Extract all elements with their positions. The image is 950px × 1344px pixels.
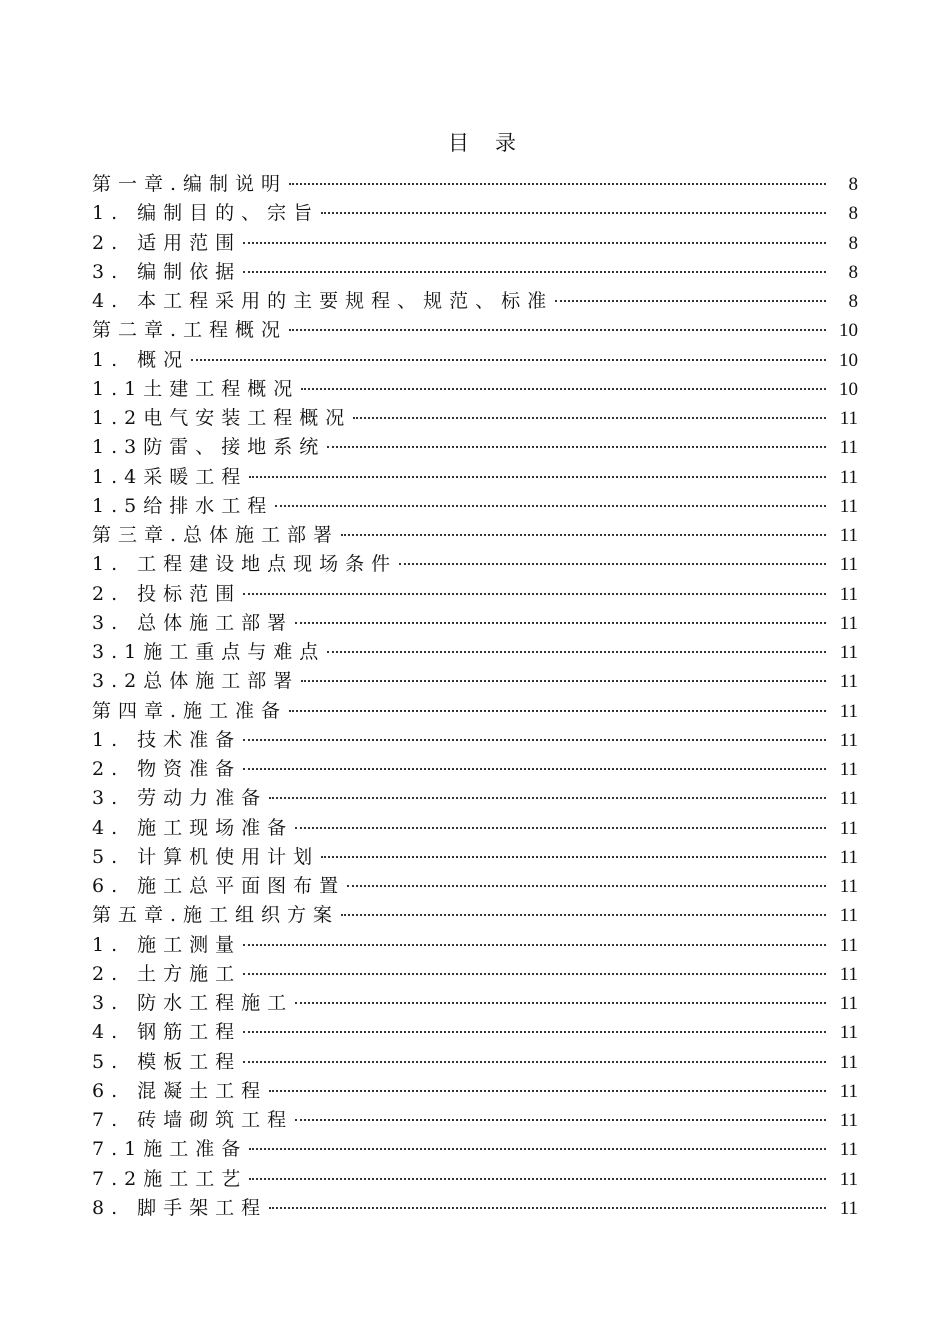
toc-entry-label: 第二章.工程概况 bbox=[92, 319, 288, 342]
toc-entry-label: 2. 投标范围 bbox=[92, 582, 242, 605]
toc-entry-label: 5. 计算机使用计划 bbox=[92, 845, 320, 868]
toc-entry[interactable] bbox=[92, 229, 858, 258]
toc-entry-label: 1. 编制目的、宗旨 bbox=[92, 202, 320, 225]
toc-entry-page-number: 11 bbox=[839, 525, 858, 546]
toc-dot-leader bbox=[243, 973, 826, 975]
toc-entry[interactable] bbox=[92, 550, 858, 579]
toc-entry[interactable] bbox=[92, 1106, 858, 1135]
toc-dot-leader bbox=[399, 563, 826, 565]
toc-entry-label: 1.5给排水工程 bbox=[92, 494, 274, 517]
toc-entry-label: 第一章.编制说明 bbox=[92, 173, 288, 195]
toc-entry-page-number: 11 bbox=[839, 1139, 858, 1161]
toc-entry-page-number: 11 bbox=[839, 671, 858, 693]
toc-entry-label: 4. 钢筋工程 bbox=[92, 1021, 242, 1044]
toc-entry-label: 3. 劳动力准备 bbox=[92, 787, 268, 810]
toc-entry-label: 3. 防水工程施工 bbox=[92, 992, 294, 1014]
toc-entry[interactable] bbox=[92, 316, 858, 345]
toc-entry[interactable] bbox=[92, 170, 858, 199]
toc-dot-leader bbox=[301, 680, 826, 682]
toc-dot-leader bbox=[269, 1090, 826, 1092]
toc-entry-label: 3.2总体施工部署 bbox=[92, 670, 300, 693]
toc-dot-leader bbox=[243, 1061, 826, 1063]
toc-entry-page-number: 11 bbox=[839, 1110, 858, 1131]
toc-entry-page-number: 11 bbox=[839, 788, 858, 810]
toc-entry[interactable] bbox=[92, 755, 858, 784]
toc-entry-label: 第三章.总体施工部署 bbox=[92, 524, 340, 546]
toc-entry-label: 2. 适用范围 bbox=[92, 231, 242, 254]
toc-dot-leader bbox=[243, 242, 826, 244]
toc-entry[interactable] bbox=[92, 638, 858, 667]
toc-entry-page-number: 11 bbox=[839, 846, 858, 868]
toc-entry-page-number: 11 bbox=[839, 466, 858, 488]
toc-entry-label: 第五章.施工组织方案 bbox=[92, 904, 340, 927]
toc-entry-label: 6. 施工总平面图布置 bbox=[92, 875, 346, 897]
toc-entry[interactable] bbox=[92, 697, 858, 726]
toc-entry-label: 1.2电气安装工程概况 bbox=[92, 407, 352, 429]
toc-dot-leader bbox=[555, 300, 826, 302]
toc-entry-page-number: 11 bbox=[839, 1080, 858, 1102]
toc-dot-leader bbox=[347, 885, 826, 887]
toc-entry[interactable] bbox=[92, 872, 858, 901]
toc-dot-leader bbox=[353, 417, 826, 419]
toc-list bbox=[92, 170, 858, 1223]
toc-dot-leader bbox=[321, 212, 826, 214]
toc-entry-page-number: 10 bbox=[839, 349, 858, 371]
toc-entry-label: 5. 模板工程 bbox=[92, 1050, 242, 1073]
toc-dot-leader bbox=[269, 1207, 826, 1209]
toc-dot-leader bbox=[243, 1031, 826, 1033]
toc-dot-leader bbox=[249, 1178, 826, 1180]
toc-entry[interactable] bbox=[92, 1018, 858, 1047]
toc-dot-leader bbox=[243, 271, 826, 273]
toc-entry-page-number: 11 bbox=[839, 437, 858, 459]
toc-entry-label: 6. 混凝土工程 bbox=[92, 1079, 268, 1102]
toc-dot-leader bbox=[301, 388, 826, 390]
toc-entry[interactable] bbox=[92, 1048, 858, 1077]
toc-entry-label: 1. 技术准备 bbox=[92, 728, 242, 751]
toc-entry[interactable] bbox=[92, 287, 858, 316]
toc-dot-leader bbox=[289, 710, 826, 712]
toc-entry[interactable] bbox=[92, 580, 858, 609]
toc-entry-page-number: 11 bbox=[839, 729, 858, 751]
toc-entry-page-number: 11 bbox=[839, 1168, 858, 1190]
toc-dot-leader bbox=[295, 622, 826, 624]
toc-entry-page-number: 10 bbox=[839, 320, 858, 342]
toc-entry-page-number: 11 bbox=[839, 905, 858, 927]
toc-entry[interactable] bbox=[92, 784, 858, 813]
toc-entry-label: 3. 总体施工部署 bbox=[92, 611, 294, 634]
toc-entry[interactable] bbox=[92, 726, 858, 755]
toc-dot-leader bbox=[249, 476, 826, 478]
toc-entry[interactable] bbox=[92, 814, 858, 843]
toc-entry-page-number: 11 bbox=[839, 817, 858, 839]
toc-entry-page-number: 10 bbox=[839, 378, 858, 400]
toc-dot-leader bbox=[295, 1002, 826, 1004]
toc-dot-leader bbox=[321, 856, 826, 858]
toc-entry-label: 4. 本工程采用的主要规程、规范、标准 bbox=[92, 290, 554, 312]
toc-entry-label: 7. 砖墙砌筑工程 bbox=[92, 1109, 294, 1131]
toc-dot-leader bbox=[341, 534, 826, 536]
toc-entry-page-number: 11 bbox=[839, 642, 858, 663]
toc-entry[interactable] bbox=[92, 1165, 858, 1194]
toc-entry-label: 7.2施工工艺 bbox=[92, 1167, 248, 1190]
toc-entry[interactable] bbox=[92, 609, 858, 638]
toc-entry-page-number: 11 bbox=[839, 583, 858, 605]
toc-entry-label: 第四章.施工准备 bbox=[92, 699, 288, 722]
toc-dot-leader bbox=[249, 1148, 826, 1150]
toc-entry-page-number: 8 bbox=[848, 174, 858, 195]
toc-dot-leader bbox=[243, 739, 826, 741]
toc-entry-label: 1.3防雷、接地系统 bbox=[92, 436, 326, 459]
toc-dot-leader bbox=[275, 505, 826, 507]
toc-entry-page-number: 8 bbox=[848, 261, 858, 283]
toc-entry-label: 1.4采暖工程 bbox=[92, 465, 248, 488]
toc-title: 目录 bbox=[448, 131, 542, 155]
toc-entry[interactable] bbox=[92, 989, 858, 1018]
toc-entry-page-number: 8 bbox=[848, 203, 858, 225]
toc-entry[interactable] bbox=[92, 199, 858, 228]
toc-entry-page-number: 11 bbox=[839, 993, 858, 1014]
toc-dot-leader bbox=[327, 446, 826, 448]
toc-entry-page-number: 8 bbox=[848, 232, 858, 254]
toc-entry-label: 1. 概况 bbox=[92, 348, 190, 371]
toc-entry[interactable] bbox=[92, 375, 858, 404]
toc-entry[interactable] bbox=[92, 492, 858, 521]
toc-entry-label: 8. 脚手架工程 bbox=[92, 1196, 268, 1219]
toc-entry-page-number: 11 bbox=[839, 934, 858, 956]
toc-dot-leader bbox=[341, 914, 826, 916]
toc-entry-page-number: 11 bbox=[839, 495, 858, 517]
toc-entry[interactable] bbox=[92, 960, 858, 989]
toc-entry-page-number: 11 bbox=[839, 408, 858, 429]
toc-entry-page-number: 11 bbox=[839, 1197, 858, 1219]
toc-entry-page-number: 11 bbox=[839, 759, 858, 780]
toc-dot-leader bbox=[243, 944, 826, 946]
toc-entry[interactable] bbox=[92, 667, 858, 696]
toc-entry-label: 2. 物资准备 bbox=[92, 758, 242, 780]
toc-dot-leader bbox=[191, 359, 826, 361]
toc-entry-page-number: 11 bbox=[839, 700, 858, 722]
toc-entry-page-number: 11 bbox=[839, 612, 858, 634]
toc-entry[interactable] bbox=[92, 346, 858, 375]
toc-entry-label: 1. 施工测量 bbox=[92, 933, 242, 956]
toc-entry-label: 7.1施工准备 bbox=[92, 1138, 248, 1161]
toc-dot-leader bbox=[295, 827, 826, 829]
toc-entry-page-number: 8 bbox=[848, 291, 858, 312]
toc-dot-leader bbox=[295, 1119, 826, 1121]
toc-entry[interactable] bbox=[92, 931, 858, 960]
toc-entry-label: 2. 土方施工 bbox=[92, 962, 242, 985]
toc-dot-leader bbox=[289, 183, 826, 185]
toc-entry[interactable] bbox=[92, 901, 858, 930]
toc-entry[interactable] bbox=[92, 1077, 858, 1106]
toc-entry-page-number: 11 bbox=[839, 1022, 858, 1044]
toc-entry[interactable] bbox=[92, 1194, 858, 1223]
toc-entry[interactable] bbox=[92, 463, 858, 492]
toc-dot-leader bbox=[243, 593, 826, 595]
toc-entry[interactable] bbox=[92, 843, 858, 872]
toc-entry-label: 3.1施工重点与难点 bbox=[92, 641, 326, 663]
toc-entry-label: 4. 施工现场准备 bbox=[92, 816, 294, 839]
toc-dot-leader bbox=[243, 768, 826, 770]
toc-entry-page-number: 11 bbox=[839, 554, 858, 576]
toc-entry-label: 3. 编制依据 bbox=[92, 260, 242, 283]
toc-entry[interactable] bbox=[92, 521, 858, 550]
toc-dot-leader bbox=[289, 329, 826, 331]
toc-entry[interactable] bbox=[92, 1135, 858, 1164]
toc-entry-page-number: 11 bbox=[839, 876, 858, 897]
toc-entry-label: 1. 工程建设地点现场条件 bbox=[92, 553, 398, 576]
toc-entry-page-number: 11 bbox=[839, 963, 858, 985]
toc-entry-page-number: 11 bbox=[839, 1051, 858, 1073]
toc-entry[interactable] bbox=[92, 404, 858, 433]
toc-dot-leader bbox=[269, 797, 826, 799]
toc-dot-leader bbox=[327, 651, 826, 653]
toc-entry[interactable] bbox=[92, 433, 858, 462]
toc-entry[interactable] bbox=[92, 258, 858, 287]
toc-entry-label: 1.1土建工程概况 bbox=[92, 377, 300, 400]
